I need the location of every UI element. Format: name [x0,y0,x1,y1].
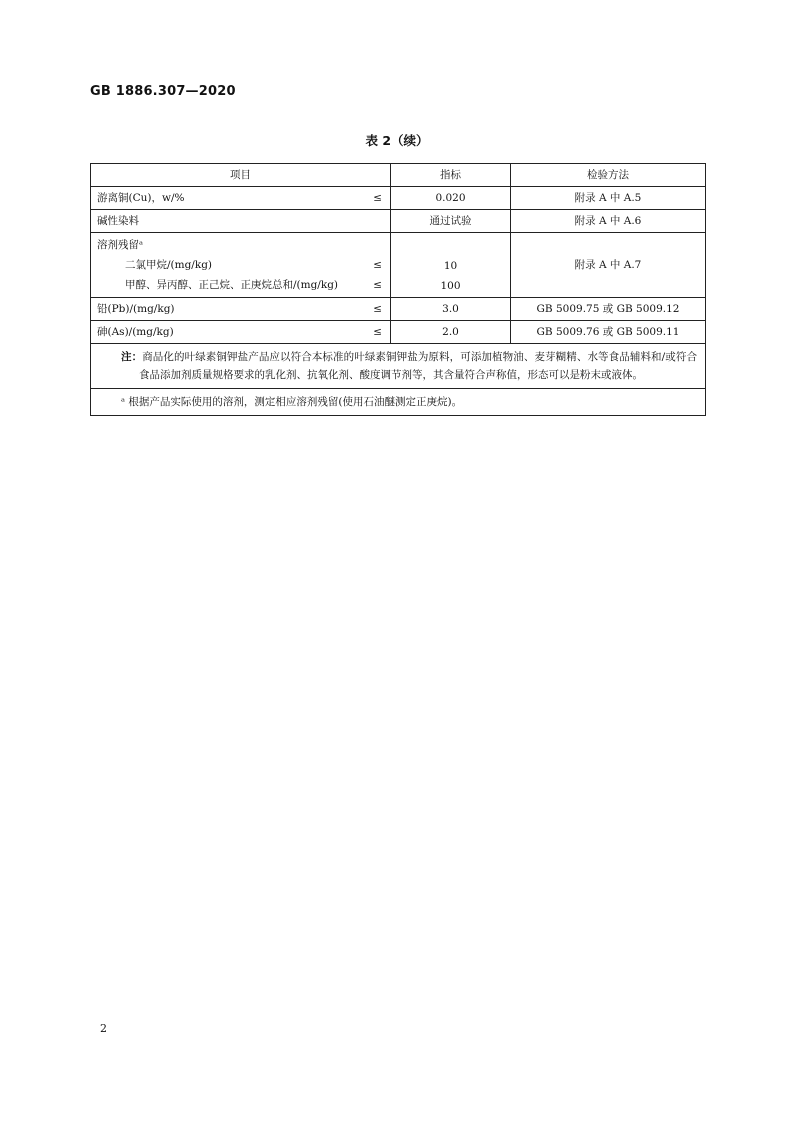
note-cell [91,344,706,389]
table-row [91,187,706,210]
table-row [91,321,706,344]
row-method-cell: 附录 A 中 A.6 [511,210,706,233]
column-header-value: 指标 [391,164,511,187]
less-equal-symbol: ≤ [373,302,382,315]
row-method-cell: 附录 A 中 A.7 [511,233,706,298]
table-row [91,233,706,298]
row-item-cell [91,210,391,233]
row-method-cell: GB 5009.76 或 GB 5009.11 [511,321,706,344]
row-item-cell [91,233,391,298]
less-equal-symbol: ≤ [373,259,382,271]
sub-item [97,275,382,295]
footnote-cell [91,389,706,416]
sub-item-label: 甲醇、异丙醇、正己烷、正庚烷总和/(mg/kg) [125,279,339,291]
standard-code-header: GB 1886.307—2020 [90,84,236,99]
row-item-cell [91,298,391,321]
row-value-cell: 通过试验 [391,210,511,233]
item-label: 砷(As)/(mg/kg) [97,325,174,338]
footnote-row [91,389,706,416]
less-equal-symbol: ≤ [373,279,382,291]
item-label: 游离铜(Cu)，w/% [97,191,185,204]
spec-table [90,163,706,416]
sub-item-label: 二氯甲烷/(mg/kg) [125,259,213,271]
column-header-method: 检验方法 [511,164,706,187]
row-item-cell [91,321,391,344]
column-header-item: 项目 [91,164,391,187]
row-method-cell: GB 5009.75 或 GB 5009.12 [511,298,706,321]
note-row [91,344,706,389]
row-value-cell: 3.0 [391,298,511,321]
footnote-mark: ᵃ [121,396,126,408]
row-value-cell: 0.020 [391,187,511,210]
footnote-text: 根据产品实际使用的溶剂，测定相应溶剂残留(使用石油醚测定正庚烷)。 [128,396,463,408]
row-value-cell [391,233,511,298]
note-text: 商品化的叶绿素铜钾盐产品应以符合本标准的叶绿素铜钾盐为原料，可添加植物油、麦芽糊精、水等食品辅料和/或符合食品添加剂质量规格要求的乳化剂、抗氧化剂、酸度调节剂等，其含量符合声称值，形态可以是粉末或液体。 [139,351,697,381]
item-label: 铅(Pb)/(mg/kg) [97,302,175,315]
sub-item [97,255,382,275]
table-caption: 表 2（续） [365,133,429,148]
page-number: 2 [100,1022,107,1035]
item-label: 溶剂残留ᵃ [97,239,144,251]
less-equal-symbol: ≤ [373,191,382,204]
item-label: 碱性染料 [97,214,139,227]
table-row [91,210,706,233]
row-item-cell [91,187,391,210]
row-value-cell: 2.0 [391,321,511,344]
table-header-row [91,164,706,187]
table-row [91,298,706,321]
sub-item-value: 100 [440,280,461,292]
row-method-cell: 附录 A 中 A.5 [511,187,706,210]
note-text-block [121,348,697,384]
sub-item-value: 10 [443,260,458,272]
less-equal-symbol: ≤ [373,325,382,338]
note-label: 注： [121,351,143,363]
